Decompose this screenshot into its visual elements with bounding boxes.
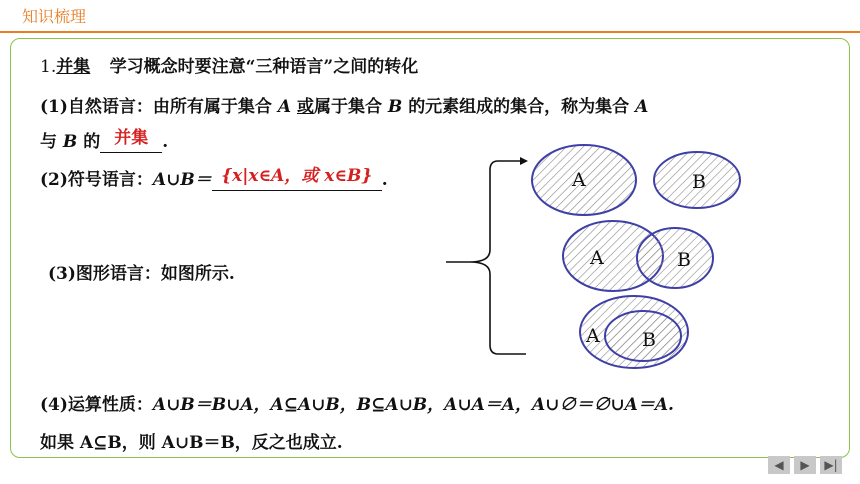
venn-overlap: [563, 221, 713, 291]
symbolic-prefix: (2)符号语言：: [40, 170, 153, 190]
last-icon[interactable]: ▶|: [820, 456, 842, 474]
properties-formula: A∪B＝B∪A，A⊆A∪B，B⊆A∪B，A∪A＝A，A∪∅＝∅∪A＝A.: [152, 395, 674, 415]
venn-disjoint: [532, 145, 740, 215]
title-term: 并集: [56, 57, 91, 77]
natural-prefix: (1)自然语言：由所有属于集合: [40, 97, 272, 117]
properties-prefix: (4)运算性质：: [40, 395, 153, 415]
title-number: 1.: [40, 57, 57, 77]
natural-mid: 属于集合: [313, 97, 382, 117]
answer-union: 并集: [114, 128, 149, 148]
graphic-language-line: (3)图形语言：如图所示.: [48, 264, 235, 284]
section-label: 知识梳理: [22, 7, 87, 26]
natural-suffix: 的元素组成的集合，称为集合: [408, 97, 630, 117]
prev-icon[interactable]: ◀: [768, 456, 790, 474]
next-icon[interactable]: ▶: [794, 456, 816, 474]
var-b: B: [387, 97, 403, 117]
symbolic-end: .: [381, 170, 388, 190]
natural-end: .: [162, 132, 169, 152]
var-a2: A: [635, 97, 649, 117]
answer-set-builder: {x|x∈A，或 x∈B}: [221, 166, 373, 186]
natural-line2-pre: 与: [40, 132, 57, 152]
slide-nav: [768, 456, 842, 474]
label-b-3: B: [642, 329, 656, 351]
label-a-3: A: [586, 325, 600, 347]
label-b-1: B: [692, 171, 706, 193]
var-b2: B: [62, 132, 78, 152]
properties-line2: 如果 A⊆B，则 A∪B＝B，反之也成立.: [40, 433, 343, 453]
properties-line1: [40, 390, 674, 415]
title-subtitle: 学习概念时要注意“三种语言”之间的转化: [109, 57, 419, 77]
symbolic-expr: A∪B＝: [152, 170, 212, 190]
label-a-2: A: [590, 247, 604, 269]
venn-subset: [580, 296, 688, 368]
set-b-circle-2: [637, 228, 713, 288]
natural-line2-mid: 的: [83, 132, 101, 152]
or-word: 或: [296, 97, 314, 117]
brace-icon: [446, 157, 528, 354]
label-a-1: A: [572, 169, 586, 191]
var-a: A: [277, 97, 292, 117]
label-b-2: B: [677, 249, 691, 271]
